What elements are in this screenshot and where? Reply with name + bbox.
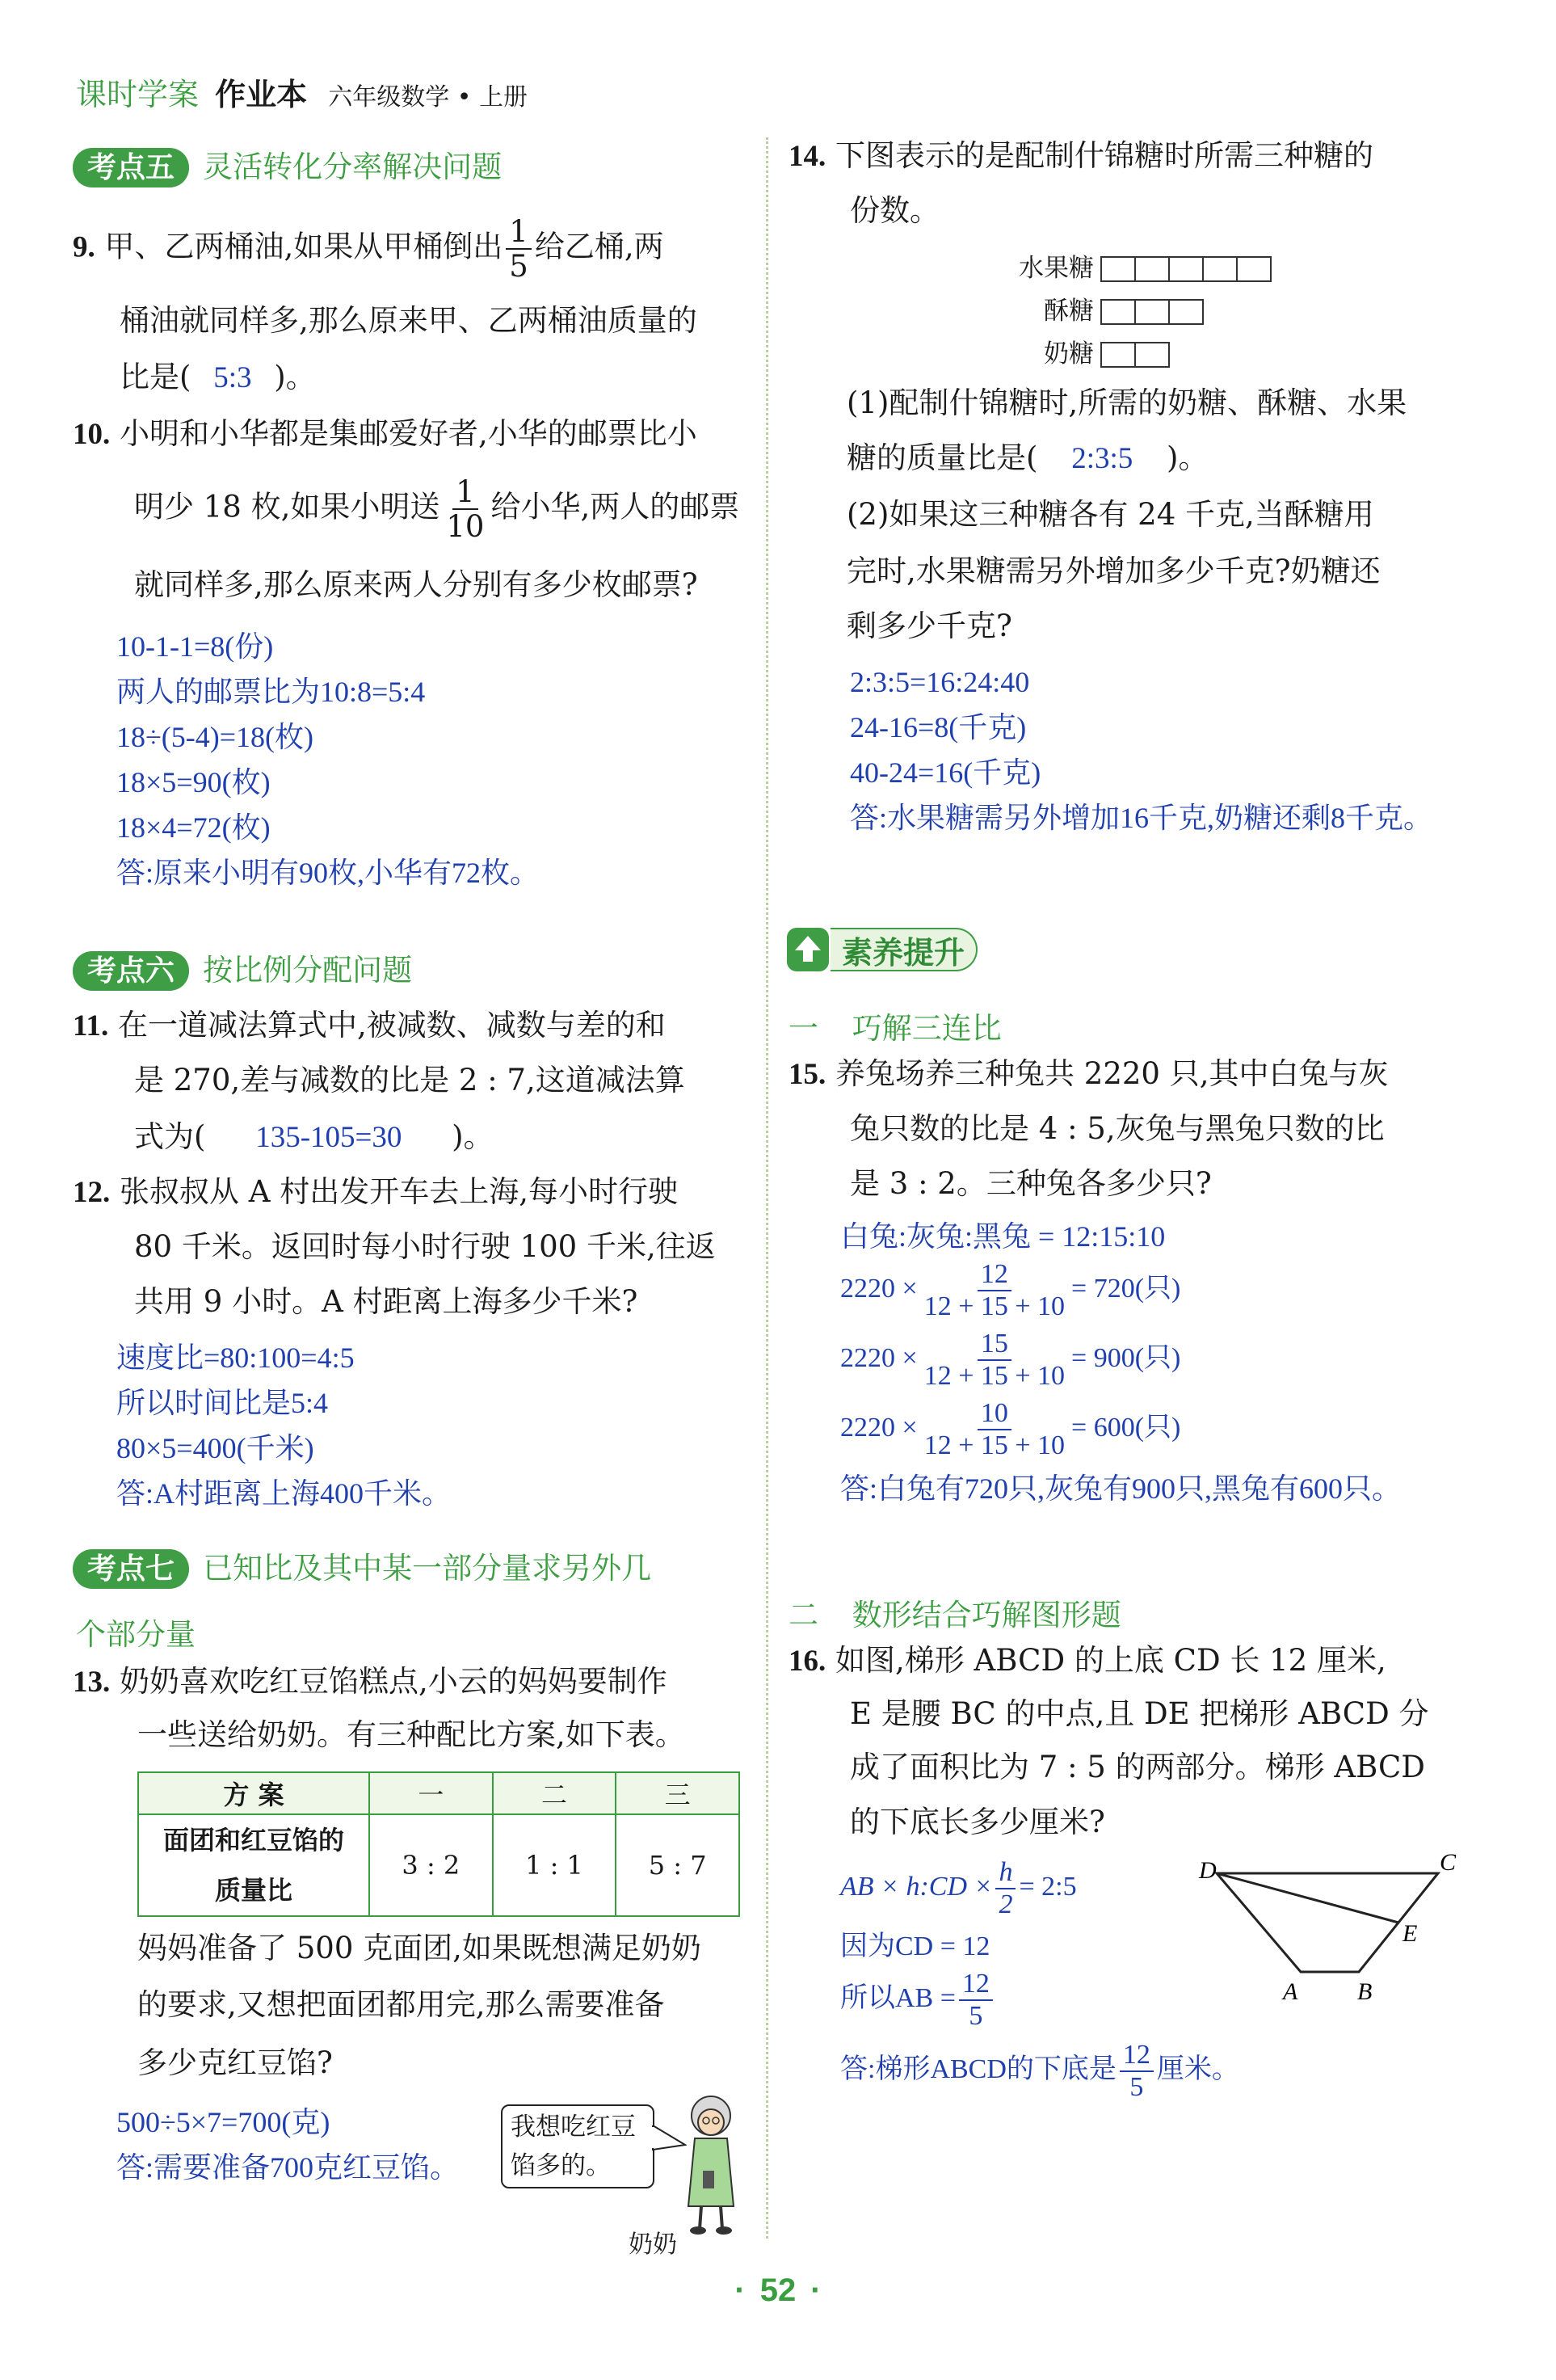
answer-line: 速度比=80:100=4:5 — [116, 1342, 355, 1374]
q9-fraction — [506, 214, 532, 284]
table-header: 一 — [369, 1772, 493, 1814]
q14-p2-line1: (2)如果这三种糖各有 24 千克,当酥糖用 — [847, 497, 1374, 532]
frac-den: 5 — [1129, 2072, 1144, 2102]
section-title: 已知比及其中某一部分量求另外几 — [203, 1551, 652, 1586]
calc-pre: AB × h:CD × — [840, 1871, 993, 1902]
final-text: 厘米。 — [1156, 2054, 1239, 2084]
bubble-text: 馅多的。 — [511, 2151, 611, 2180]
frac-den: 12 + 15 + 10 — [923, 1361, 1066, 1391]
speech-bubble — [501, 2104, 654, 2188]
fig-label: 奶糖 — [1044, 339, 1094, 369]
q16-line4: 的下底长多少厘米? — [850, 1805, 1105, 1839]
q12-number: 12. — [73, 1176, 111, 1209]
q12-text: 张叔叔从 A 村出发开车去上海,每小时行驶 — [120, 1174, 679, 1209]
frac-num: 12 — [1120, 2041, 1154, 2072]
q15-number: 15. — [789, 1058, 826, 1091]
section-6-header — [73, 946, 412, 989]
calc-pre: 2220 × — [840, 1273, 918, 1304]
q13-line1 — [73, 1666, 667, 1697]
calc-pre: 所以AB = — [840, 1982, 956, 2013]
table-cell: 5 : 7 — [616, 1814, 739, 1916]
fig-row-milk — [1010, 333, 1270, 376]
table-header: 二 — [493, 1772, 616, 1814]
q14-line1 — [789, 138, 1374, 173]
calc-fraction — [921, 1400, 1068, 1460]
subsection-number: 二 — [789, 1598, 818, 1632]
frac-num: h — [995, 1859, 1016, 1889]
banner-title: 素养提升 — [831, 928, 978, 971]
q9-text: 给乙桶,两 — [534, 229, 664, 264]
label-C: C — [1440, 1851, 1457, 1876]
section-title: 按比例分配问题 — [203, 953, 413, 988]
subsection-title: 数形结合巧解图形题 — [852, 1598, 1121, 1632]
final-text: 答:梯形ABCD的下底是 — [840, 2054, 1117, 2084]
answer-line: 答:原来小明有90枚,小华有72枚。 — [116, 857, 540, 889]
q16-answer-3 — [840, 1970, 996, 2030]
answer-line: 答:需要准备700克红豆馅。 — [116, 2151, 460, 2184]
q9-line2: 桶油就同样多,那么原来甲、乙两桶油质量的 — [120, 303, 697, 338]
section-title-cont: 个部分量 — [76, 1617, 196, 1652]
q12-line1 — [73, 1174, 679, 1209]
final-fraction — [1120, 2041, 1154, 2101]
answer-line: 答:A村距离上海400千米。 — [116, 1477, 452, 1510]
frac-num: 1 — [506, 217, 532, 250]
q11-text: 式为( — [134, 1119, 206, 1154]
q15-line1 — [789, 1056, 1389, 1091]
calc-fraction — [921, 1261, 1068, 1321]
column-divider — [766, 137, 768, 2239]
calc-fraction — [959, 1970, 993, 2030]
answer-line: 答:水果糖需另外增加16千克,奶糖还剩8千克。 — [850, 802, 1433, 834]
answer-line: 18×4=72(枚) — [116, 811, 271, 844]
frac-num: 12 — [959, 1970, 993, 2001]
label-B: B — [1357, 1978, 1373, 2004]
page-number-value: 52 — [759, 2273, 797, 2308]
table-header: 方 案 — [138, 1772, 369, 1814]
q13-line2: 一些送给奶奶。有三种配比方案,如下表。 — [137, 1717, 685, 1752]
frac-num: 15 — [978, 1330, 1011, 1361]
table-header: 三 — [616, 1772, 739, 1814]
arrow-up-icon — [785, 926, 831, 973]
q9-text: )。 — [274, 360, 316, 394]
fig-label: 水果糖 — [1019, 254, 1094, 283]
q11-line2: 是 270,差与减数的比是 2 : 7,这道减法算 — [134, 1063, 685, 1097]
q14-figure — [1010, 247, 1270, 376]
section-badge: 考点七 — [73, 1549, 189, 1589]
calc-post: = 720(只) — [1071, 1273, 1181, 1304]
subsection-number: 一 — [789, 1011, 818, 1046]
q14-p2-line3: 剩多少千克? — [847, 609, 1012, 643]
q10-text: 给小华,两人的邮票 — [490, 489, 740, 524]
fig-row-fruit — [1010, 247, 1270, 290]
frac-den: 5 — [969, 2001, 983, 2031]
q10-number: 10. — [73, 418, 111, 451]
answer-line: 80×5=400(千米) — [116, 1432, 314, 1464]
frac-num: 1 — [452, 477, 478, 510]
q13-number: 13. — [73, 1666, 111, 1699]
q11-number: 11. — [73, 1009, 109, 1043]
q14-text: 糖的质量比是( — [847, 440, 1038, 475]
q14-text: 下图表示的是配制什锦糖时所需三种糖的 — [835, 138, 1374, 173]
q13-table — [137, 1771, 740, 1917]
q9-line1 — [73, 214, 664, 284]
q14-p2-line2: 完时,水果糖需另外增加多少千克?奶糖还 — [847, 554, 1381, 588]
q11-answer: 135-105=30 — [255, 1121, 402, 1154]
q15-calc-2 — [840, 1330, 1180, 1390]
header-grade: 六年级数学 • 上册 — [328, 83, 528, 112]
q16-final-answer — [840, 2041, 1239, 2101]
calc-fraction — [995, 1859, 1016, 1919]
calc-pre: 2220 × — [840, 1342, 918, 1373]
grandma-illustration-icon — [671, 2093, 751, 2239]
q13-answers — [116, 2100, 459, 2190]
answer-line: 18×5=90(枚) — [116, 766, 271, 798]
bubble-text: 我想吃红豆 — [511, 2113, 636, 2142]
frac-den: 12 + 15 + 10 — [923, 1430, 1066, 1460]
calc-pre: 2220 × — [840, 1412, 918, 1443]
q15-line2: 兔只数的比是 4 : 5,灰兔与黑兔只数的比 — [850, 1111, 1385, 1146]
calc-post: = 600(只) — [1071, 1412, 1181, 1443]
q14-text: )。 — [1167, 440, 1209, 475]
calc-fraction — [921, 1330, 1068, 1390]
q10-line2 — [134, 474, 740, 544]
answer-line: 18÷(5-4)=18(枚) — [116, 721, 314, 753]
page-number: · 52 · — [734, 2273, 822, 2308]
banner — [785, 926, 978, 973]
header — [76, 70, 528, 114]
q14-p1-answer: 2:3:5 — [1071, 442, 1133, 475]
section-title: 灵活转化分率解决问题 — [203, 150, 503, 184]
subsection-title: 巧解三连比 — [852, 1011, 1002, 1046]
frac-den: 10 — [446, 509, 485, 544]
q11-text: 在一道减法算式中,被减数、减数与差的和 — [117, 1008, 666, 1043]
row-label-line: 质量比 — [214, 1875, 292, 1906]
table-row-label — [138, 1814, 369, 1916]
table-cell: 3 : 2 — [369, 1814, 493, 1916]
q14-number: 14. — [789, 140, 826, 173]
q13-line4: 的要求,又想把面团都用完,那么需要准备 — [137, 1987, 665, 2022]
q14-line2: 份数。 — [850, 193, 940, 228]
frac-den: 12 + 15 + 10 — [923, 1291, 1066, 1321]
subsection-1 — [789, 1004, 1002, 1047]
q13-line3: 妈妈准备了 500 克面团,如果既想满足奶奶 — [137, 1931, 701, 1965]
q12-answers — [116, 1335, 451, 1516]
q9-number: 9. — [73, 230, 95, 264]
frac-num: 10 — [978, 1400, 1011, 1430]
subsection-2 — [789, 1590, 1121, 1634]
q10-line3: 就同样多,那么原来两人分别有多少枚邮票? — [134, 567, 698, 602]
answer-line: 2:3:5=16:24:40 — [850, 666, 1030, 698]
answer-line: 两人的邮票比为10:8=5:4 — [116, 676, 426, 708]
section-7-header — [73, 1544, 651, 1587]
q12-line2: 80 千米。返回时每小时行驶 100 千米,往返 — [134, 1229, 716, 1264]
frac-den: 2 — [999, 1889, 1013, 1919]
answer-line: 10-1-1=8(份) — [116, 630, 274, 663]
q12-line3: 共用 9 小时。A 村距离上海多少千米? — [134, 1284, 638, 1319]
answer-line: 40-24=16(千克) — [850, 756, 1041, 789]
q9-answer: 5:3 — [213, 361, 252, 394]
answer-line: 500÷5×7=700(克) — [116, 2106, 330, 2138]
answer-line: 所以时间比是5:4 — [116, 1387, 329, 1419]
calc-post: = 900(只) — [1071, 1342, 1181, 1373]
q10-line1 — [73, 416, 697, 451]
q15-calc-1 — [840, 1261, 1180, 1321]
q14-p1-line1: (1)配制什锦糖时,所需的奶糖、酥糖、水果 — [847, 385, 1407, 420]
q15-text: 养兔场养三种兔共 2220 只,其中白兔与灰 — [835, 1056, 1389, 1091]
q16-number: 16. — [789, 1645, 826, 1678]
trapezoid-figure — [1188, 1851, 1462, 2004]
q13-text: 奶奶喜欢吃红豆馅糕点,小云的妈妈要制作 — [120, 1664, 667, 1699]
row-label-line: 面团和红豆馅的 — [162, 1825, 344, 1856]
q11-text: )。 — [452, 1119, 494, 1154]
q15-calc-3 — [840, 1400, 1180, 1460]
q16-line1 — [789, 1645, 1386, 1676]
q13-line5: 多少克红豆馅? — [137, 2045, 333, 2080]
calc-post: = 2:5 — [1019, 1871, 1077, 1902]
q16-answer-2: 因为CD = 12 — [840, 1931, 990, 1961]
q14-answers — [850, 659, 1432, 840]
label-E: E — [1403, 1920, 1418, 1947]
frac-den: 5 — [509, 249, 528, 284]
header-brand: 课时学案 — [76, 77, 200, 112]
q16-answer-1 — [840, 1859, 1077, 1919]
q10-text: 明少 18 枚,如果小明送 — [134, 489, 440, 524]
q15-ratio: 白兔:灰兔:黑兔 = 12:15:10 — [840, 1220, 1166, 1253]
label-D: D — [1199, 1857, 1217, 1884]
q9-text: 甲、乙两桶油,如果从甲桶倒出 — [104, 229, 503, 264]
table-cell: 1 : 1 — [493, 1814, 616, 1916]
fig-row-crisp — [1010, 290, 1270, 333]
section-badge: 考点六 — [73, 951, 189, 991]
frac-num: 12 — [978, 1261, 1011, 1291]
q14-p1-line2 — [847, 440, 1209, 475]
q15-line3: 是 3 : 2。三种兔各多少只? — [850, 1166, 1212, 1201]
q15-final-answer: 答:白兔有720只,灰兔有900只,黑兔有600只。 — [840, 1472, 1402, 1505]
label-A: A — [1283, 1978, 1298, 2004]
q16-line3: 成了面积比为 7 : 5 的两部分。梯形 ABCD — [850, 1750, 1425, 1784]
q10-text: 小明和小华都是集邮爱好者,小华的邮票比小 — [120, 416, 697, 451]
q16-line2: E 是腰 BC 的中点,且 DE 把梯形 ABCD 分 — [850, 1696, 1429, 1731]
q9-text: 比是( — [120, 360, 191, 394]
section-badge: 考点五 — [73, 148, 189, 187]
q11-line1 — [73, 1010, 666, 1041]
header-book: 作业本 — [215, 77, 308, 112]
q11-line3 — [134, 1119, 494, 1154]
fig-label: 酥糖 — [1044, 297, 1094, 326]
q10-answers — [116, 624, 539, 895]
q16-text: 如图,梯形 ABCD 的上底 CD 长 12 厘米, — [835, 1643, 1386, 1678]
answer-line: 24-16=8(千克) — [850, 711, 1027, 743]
grandma-label: 奶奶 — [629, 2230, 677, 2259]
q10-fraction — [443, 474, 487, 544]
q9-line3 — [120, 362, 316, 393]
section-5-header — [73, 142, 502, 186]
